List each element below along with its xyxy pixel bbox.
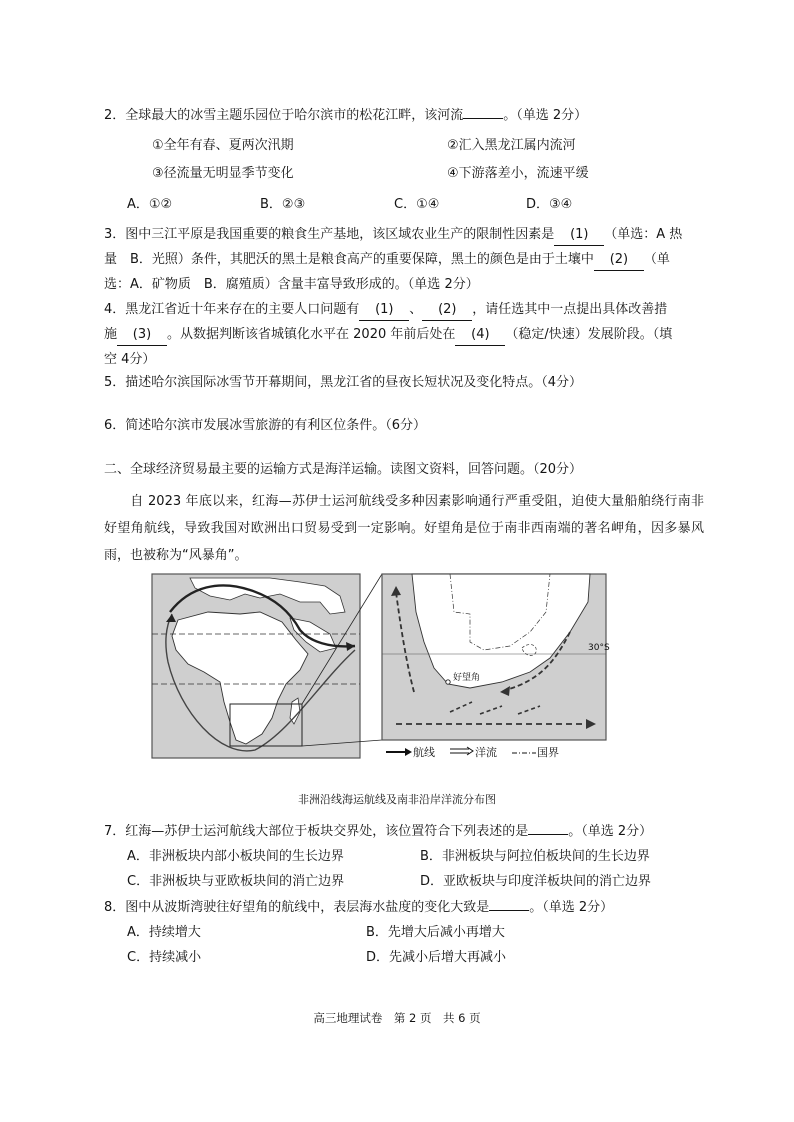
q4-blank-1: (1) (359, 300, 409, 321)
route-arrow-icon (385, 748, 413, 756)
q3-line-3: 选：A．矿物质 B．腐殖质）含量丰富导致形成的。（单选 2分） (104, 277, 479, 292)
q2-stem: 2．全球最大的冰雪主题乐园位于哈尔滨市的松花江畔，该河流 。（单选 2分） (104, 108, 588, 123)
q2-choice-c: C．①④ (394, 197, 440, 212)
q2-choice-b: B．②③ (260, 197, 306, 212)
legend-border: 国界 (511, 744, 559, 760)
q4-line-3: 空 4分） (104, 352, 156, 367)
q5-stem: 5．描述哈尔滨国际冰雪节开幕期间，黑龙江省的昼夜长短状况及变化特点。（4分） (104, 375, 583, 390)
africa-map-panel (152, 574, 360, 758)
q4-line-2: 施 (3) 。从数据判断该省城镇化水平在 2020 年前后处在 (4) （稳定/快速）发展阶段。（填 (104, 325, 704, 346)
q8-choice-d: D．先减小后增大再减小 (366, 950, 507, 965)
figure-caption: 非洲沿线海运航线及南非沿岸洋流分布图 (298, 793, 496, 806)
q7-choice-d: D．亚欧板块与印度洋板块间的消亡边界 (420, 874, 652, 889)
q7-blank (528, 834, 568, 835)
q3-line-1: 3．图中三江平原是我国重要的粮食生产基地，该区域农业生产的限制性因素是 (1) （单选：A 热 (104, 225, 704, 246)
q6-stem: 6．简述哈尔滨市发展冰雪旅游的有利区位条件。（6分） (104, 418, 427, 433)
q7-choice-b: B．非洲板块与阿拉伯板块间的生长边界 (420, 849, 650, 864)
q3-line-2: 量 B．光照）条件，其肥沃的黑土是粮食高产的重要保障，黑土的颜色是由于土壤中 (2) （单 (104, 250, 704, 271)
africa-route-map (150, 572, 610, 768)
cape-label: 好望角 (453, 673, 481, 683)
q7-choice-a: A．非洲板块内部小板块间的生长边界 (127, 849, 344, 864)
q4-blank-3: (3) (117, 325, 167, 346)
q2-choice-d: D．③④ (526, 197, 573, 212)
q2-blank (463, 118, 503, 119)
section-2-heading: 二、全球经济贸易最主要的运输方式是海洋运输。读图文资料，回答问题。（20分） (104, 462, 583, 477)
current-arrow-icon (449, 746, 475, 756)
latitude-label: 30°S (588, 643, 610, 653)
q4-line-1: 4．黑龙江省近十年来存在的主要人口问题有 (1) 、 (2) ，请任选其中一点提出具体改善措 (104, 300, 704, 321)
south-africa-inset (382, 574, 606, 740)
q2-statement-3: ③径流量无明显季节变化 (152, 166, 294, 181)
section-2-paragraph: 自 2023 年底以来，红海—苏伊士运河航线受多种因素影响通行严重受阻，迫使大量船舶绕行南非好望角航线，导致我国对欧洲出口贸易受到一定影响。好望角是位于南非西南端的著名岬角，因多暴风雨，也被称为“风暴角”。 (104, 494, 704, 563)
q2-choice-a: A．①② (127, 197, 173, 212)
q7-stem: 7．红海—苏伊士运河航线大部位于板块交界处，该位置符合下列表述的是 。（单选 2分） (104, 824, 653, 839)
q8-blank (489, 910, 529, 911)
map-legend (385, 744, 559, 760)
q2-statement-2: ②汇入黑龙江属内流河 (447, 138, 576, 153)
q4-blank-2: (2) (422, 300, 472, 321)
q7-choice-c: C．非洲板块与亚欧板块间的消亡边界 (127, 874, 345, 889)
q3-blank-1: (1) (554, 225, 604, 246)
q8-choice-b: B．先增大后减小再增大 (366, 925, 505, 940)
q8-choice-a: A．持续增大 (127, 925, 201, 940)
legend-route: 航线 (385, 744, 435, 760)
q8-choice-c: C．持续减小 (127, 950, 202, 965)
q2-statement-4: ④下游落差小，流速平缓 (447, 166, 589, 181)
q3-blank-2: (2) (594, 250, 644, 271)
q2-statement-1: ①全年有春、夏两次汛期 (152, 138, 294, 153)
border-line-icon (511, 750, 537, 756)
legend-current: 洋流 (449, 744, 497, 760)
page-footer: 高三地理试卷 第 2 页 共 6 页 (313, 1011, 481, 1025)
q4-blank-4: (4) (455, 325, 505, 346)
q8-stem: 8．图中从波斯湾驶往好望角的航线中，表层海水盐度的变化大致是 。（单选 2分） (104, 900, 614, 915)
